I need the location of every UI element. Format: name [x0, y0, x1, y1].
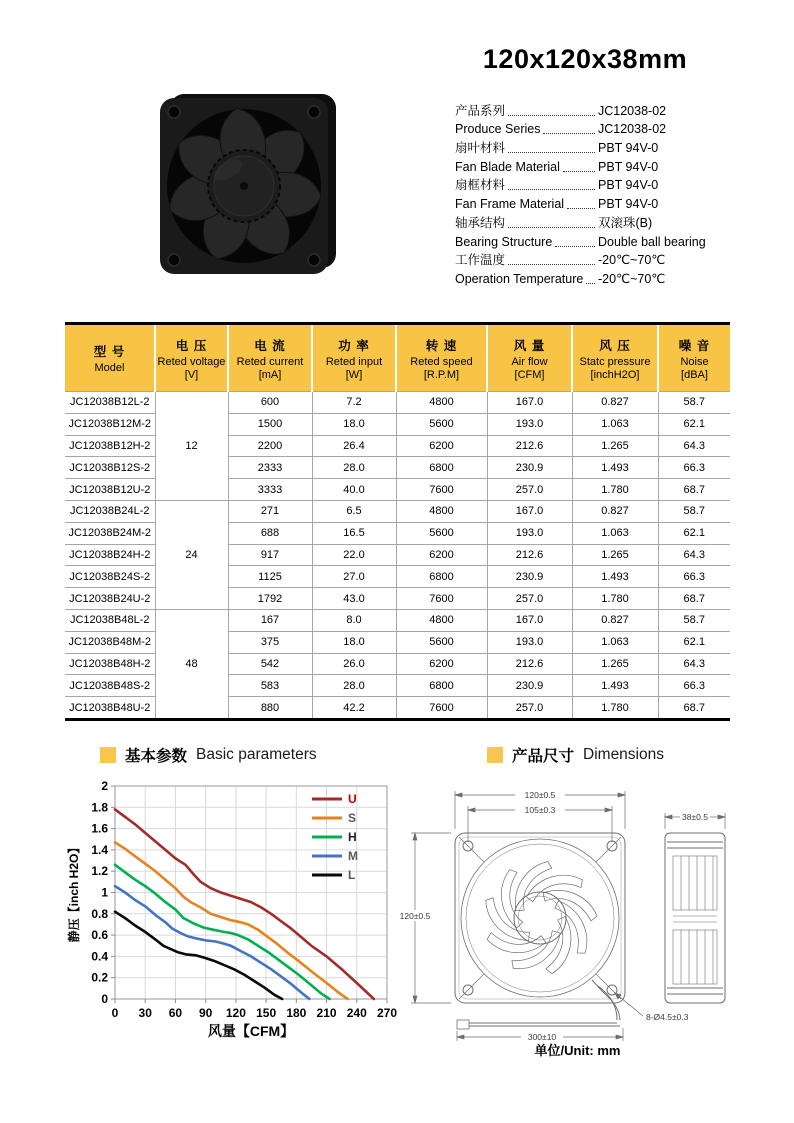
spec-value: PBT 94V-0 [598, 141, 659, 156]
value-cell: 1.063 [572, 413, 658, 435]
value-cell: 6800 [396, 457, 487, 479]
model-cell: JC12038B24S-2 [65, 566, 155, 588]
value-cell: 880 [228, 697, 312, 720]
leader-dots [508, 115, 595, 116]
spec-label: Bearing Structure [455, 234, 553, 249]
value-cell: 230.9 [487, 566, 572, 588]
spec-label: 产品系列 [455, 103, 506, 118]
value-cell: 688 [228, 522, 312, 544]
y-tick-label: 2 [101, 779, 108, 793]
section-bullet-icon [100, 747, 116, 763]
value-cell: 167 [228, 609, 312, 631]
value-cell: 5600 [396, 631, 487, 653]
value-cell: 2333 [228, 457, 312, 479]
value-cell: 917 [228, 544, 312, 566]
value-cell: 66.3 [658, 457, 730, 479]
lead-wire [457, 980, 620, 1029]
spec-list [455, 100, 740, 287]
series-line-S [115, 842, 348, 999]
value-cell: 6200 [396, 653, 487, 675]
value-cell: 583 [228, 675, 312, 697]
spec-value: PBT 94V-0 [598, 197, 659, 212]
value-cell: 6200 [396, 544, 487, 566]
column-header: 型 号 Model [65, 324, 155, 392]
spec-row [455, 212, 740, 231]
value-cell: 1.493 [572, 457, 658, 479]
spec-label: 扇框材料 [455, 178, 506, 193]
legend-label-L: L [348, 868, 356, 882]
x-tick-label: 150 [256, 1006, 277, 1020]
column-header: 转 速 Reted speed [R.P.M] [396, 324, 487, 392]
page-title: 120x120x38mm [482, 44, 688, 74]
leader-dots [543, 133, 595, 134]
ratings-table [65, 322, 730, 721]
x-tick-label: 0 [111, 1006, 119, 1020]
value-cell: 1125 [228, 566, 312, 588]
section-title-cn: 产品尺寸 [512, 748, 575, 765]
voltage-cell: 24 [155, 500, 228, 609]
value-cell: 26.0 [312, 653, 396, 675]
value-cell: 257.0 [487, 588, 572, 610]
spec-row [455, 156, 740, 175]
table-row [65, 500, 730, 522]
leader-dots [567, 208, 595, 209]
value-cell: 1.780 [572, 588, 658, 610]
dimension-drawing-graphic [395, 780, 760, 1042]
value-cell: 43.0 [312, 588, 396, 610]
x-tick-label: 60 [168, 1006, 183, 1020]
value-cell: 7600 [396, 697, 487, 720]
column-header: 噪 音 Noise [dBA] [658, 324, 730, 392]
value-cell: 212.6 [487, 653, 572, 675]
x-tick-label: 210 [316, 1006, 337, 1020]
model-cell: JC12038B24M-2 [65, 522, 155, 544]
value-cell: 68.7 [658, 697, 730, 720]
value-cell: 0.827 [572, 392, 658, 414]
legend-label-S: S [348, 811, 357, 825]
legend-label-U: U [348, 792, 357, 806]
x-tick-label: 240 [346, 1006, 367, 1020]
spec-value: -20℃~70℃ [598, 271, 666, 286]
y-tick-label: 1 [101, 885, 108, 900]
y-tick-label: 0 [101, 992, 108, 1006]
model-cell: JC12038B48M-2 [65, 631, 155, 653]
legend-label-M: M [348, 849, 358, 863]
x-tick-label: 180 [286, 1006, 307, 1020]
model-cell: JC12038B12H-2 [65, 435, 155, 457]
spec-value: JC12038-02 [598, 103, 667, 118]
leader-dots [508, 152, 595, 153]
value-cell: 64.3 [658, 544, 730, 566]
spec-value: 双滚珠(B) [598, 215, 653, 230]
spec-value: Double ball bearing [598, 234, 706, 249]
value-cell: 3333 [228, 479, 312, 501]
series-line-M [115, 886, 309, 999]
value-cell: 212.6 [487, 435, 572, 457]
value-cell: 1792 [228, 588, 312, 610]
value-cell: 375 [228, 631, 312, 653]
spec-label: 扇叶材料 [455, 141, 506, 156]
value-cell: 2200 [228, 435, 312, 457]
value-cell: 6.5 [312, 500, 396, 522]
value-cell: 193.0 [487, 413, 572, 435]
value-cell: 1.493 [572, 675, 658, 697]
value-cell: 230.9 [487, 675, 572, 697]
value-cell: 68.7 [658, 479, 730, 501]
spec-label: Operation Temperature [455, 271, 584, 286]
y-tick-label: 1.6 [91, 821, 108, 836]
value-cell: 5600 [396, 413, 487, 435]
model-cell: JC12038B12U-2 [65, 479, 155, 501]
front-view-blades [477, 857, 601, 981]
y-tick-label: 0.8 [91, 906, 108, 921]
value-cell: 64.3 [658, 435, 730, 457]
spec-row [455, 268, 740, 287]
leader-dots [586, 283, 595, 284]
spec-value: JC12038-02 [598, 122, 667, 137]
y-tick-label: 1.8 [91, 800, 108, 815]
value-cell: 18.0 [312, 631, 396, 653]
x-tick-label: 90 [198, 1006, 213, 1020]
spec-row [455, 137, 740, 156]
dim-depth-label: 38±0.5 [682, 812, 708, 822]
spec-label: 轴承结构 [455, 215, 506, 230]
spec-label: Fan Blade Material [455, 159, 560, 174]
value-cell: 68.7 [658, 588, 730, 610]
model-cell: JC12038B12M-2 [65, 413, 155, 435]
value-cell: 167.0 [487, 392, 572, 414]
y-tick-label: 0.6 [91, 928, 108, 943]
y-tick-label: 0.4 [91, 949, 108, 964]
value-cell: 193.0 [487, 522, 572, 544]
column-header: 功 率 Reted input [W] [312, 324, 396, 392]
value-cell: 1500 [228, 413, 312, 435]
leader-dots [555, 246, 595, 247]
model-cell: JC12038B24U-2 [65, 588, 155, 610]
section-title-cn: 基本参数 [125, 748, 188, 765]
value-cell: 58.7 [658, 609, 730, 631]
model-cell: JC12038B48L-2 [65, 609, 155, 631]
value-cell: 28.0 [312, 675, 396, 697]
value-cell: 1.063 [572, 522, 658, 544]
column-header: 电 压 Reted voltage [V] [155, 324, 228, 392]
model-cell: JC12038B12L-2 [65, 392, 155, 414]
model-cell: JC12038B48H-2 [65, 653, 155, 675]
spec-value: PBT 94V-0 [598, 178, 659, 193]
leader-dots [508, 189, 595, 190]
spec-value: -20℃~70℃ [598, 253, 666, 268]
spec-row [455, 231, 740, 250]
value-cell: 27.0 [312, 566, 396, 588]
value-cell: 7600 [396, 588, 487, 610]
spec-value: PBT 94V-0 [598, 159, 659, 174]
y-tick-label: 1.4 [91, 842, 108, 857]
dim-holes-label: 105±0.3 [524, 805, 556, 815]
x-tick-label: 30 [138, 1006, 152, 1020]
unit-note: 单位/Unit: mm [534, 1043, 621, 1058]
value-cell: 7.2 [312, 392, 396, 414]
leader-dots [508, 264, 595, 265]
value-cell: 62.1 [658, 522, 730, 544]
y-tick-label: 1.2 [91, 864, 108, 879]
x-tick-label: 120 [225, 1006, 246, 1020]
value-cell: 0.827 [572, 500, 658, 522]
section-title-en: Basic parameters [196, 746, 317, 763]
column-header: 电 流 Reted current [mA] [228, 324, 312, 392]
performance-chart [62, 778, 407, 1063]
value-cell: 257.0 [487, 697, 572, 720]
value-cell: 212.6 [487, 544, 572, 566]
value-cell: 40.0 [312, 479, 396, 501]
voltage-cell: 48 [155, 609, 228, 719]
spec-label: Produce Series [455, 122, 541, 137]
voltage-cell: 12 [155, 392, 228, 501]
model-cell: JC12038B24L-2 [65, 500, 155, 522]
legend-label-H: H [348, 830, 357, 844]
value-cell: 58.7 [658, 500, 730, 522]
value-cell: 22.0 [312, 544, 396, 566]
y-tick-label: 0.2 [91, 970, 108, 985]
dim-width-label: 120±0.5 [524, 790, 556, 800]
dim-height-label: 120±0.5 [399, 911, 431, 921]
spec-label: 工作温度 [455, 253, 506, 268]
value-cell: 230.9 [487, 457, 572, 479]
spec-row [455, 250, 740, 269]
value-cell: 167.0 [487, 609, 572, 631]
value-cell: 66.3 [658, 566, 730, 588]
model-cell: JC12038B12S-2 [65, 457, 155, 479]
table-row [65, 392, 730, 414]
value-cell: 42.2 [312, 697, 396, 720]
fan-photo-graphic [140, 86, 340, 286]
value-cell: 64.3 [658, 653, 730, 675]
value-cell: 5600 [396, 522, 487, 544]
table-row [65, 609, 730, 631]
pq-curve-chart [62, 778, 407, 1060]
value-cell: 16.5 [312, 522, 396, 544]
value-cell: 257.0 [487, 479, 572, 501]
value-cell: 4800 [396, 500, 487, 522]
dim-hole-dia-label: 8-Ø4.5±0.3 [646, 1012, 689, 1022]
value-cell: 6800 [396, 566, 487, 588]
column-header: 风 压 Statc pressure [inchH2O] [572, 324, 658, 392]
value-cell: 62.1 [658, 631, 730, 653]
value-cell: 28.0 [312, 457, 396, 479]
value-cell: 4800 [396, 609, 487, 631]
x-axis-label: 风量【CFM】 [207, 1023, 295, 1039]
value-cell: 542 [228, 653, 312, 675]
section-title-en: Dimensions [583, 746, 664, 763]
chart-legend [312, 792, 358, 882]
value-cell: 6800 [396, 675, 487, 697]
spec-row [455, 193, 740, 212]
value-cell: 8.0 [312, 609, 396, 631]
dim-wire-label: 300±10 [527, 1032, 557, 1042]
spec-row [455, 100, 740, 119]
leader-dots [563, 171, 595, 172]
model-cell: JC12038B48S-2 [65, 675, 155, 697]
value-cell: 1.493 [572, 566, 658, 588]
value-cell: 1.265 [572, 544, 658, 566]
spec-row [455, 175, 740, 194]
value-cell: 26.4 [312, 435, 396, 457]
dimensions-drawing [395, 780, 760, 1042]
value-cell: 7600 [396, 479, 487, 501]
value-cell: 1.780 [572, 479, 658, 501]
y-axis-label: 静压【inch H2O】 [67, 841, 81, 943]
fan-product-photo [140, 86, 340, 286]
value-cell: 600 [228, 392, 312, 414]
value-cell: 6200 [396, 435, 487, 457]
value-cell: 193.0 [487, 631, 572, 653]
value-cell: 1.780 [572, 697, 658, 720]
leader-dots [508, 227, 595, 228]
section-basic-parameters [100, 744, 317, 766]
value-cell: 66.3 [658, 675, 730, 697]
value-cell: 167.0 [487, 500, 572, 522]
value-cell: 1.265 [572, 435, 658, 457]
value-cell: 4800 [396, 392, 487, 414]
spec-row [455, 119, 740, 138]
value-cell: 58.7 [658, 392, 730, 414]
spec-label: Fan Frame Material [455, 197, 565, 212]
section-bullet-icon [487, 747, 503, 763]
model-cell: JC12038B48U-2 [65, 697, 155, 720]
model-cell: JC12038B24H-2 [65, 544, 155, 566]
value-cell: 62.1 [658, 413, 730, 435]
value-cell: 271 [228, 500, 312, 522]
side-view [665, 833, 725, 1003]
value-cell: 1.063 [572, 631, 658, 653]
value-cell: 0.827 [572, 609, 658, 631]
value-cell: 1.265 [572, 653, 658, 675]
section-dimensions [487, 744, 664, 766]
column-header: 风 量 Air flow [CFM] [487, 324, 572, 392]
x-tick-label: 270 [376, 1006, 398, 1020]
value-cell: 18.0 [312, 413, 396, 435]
